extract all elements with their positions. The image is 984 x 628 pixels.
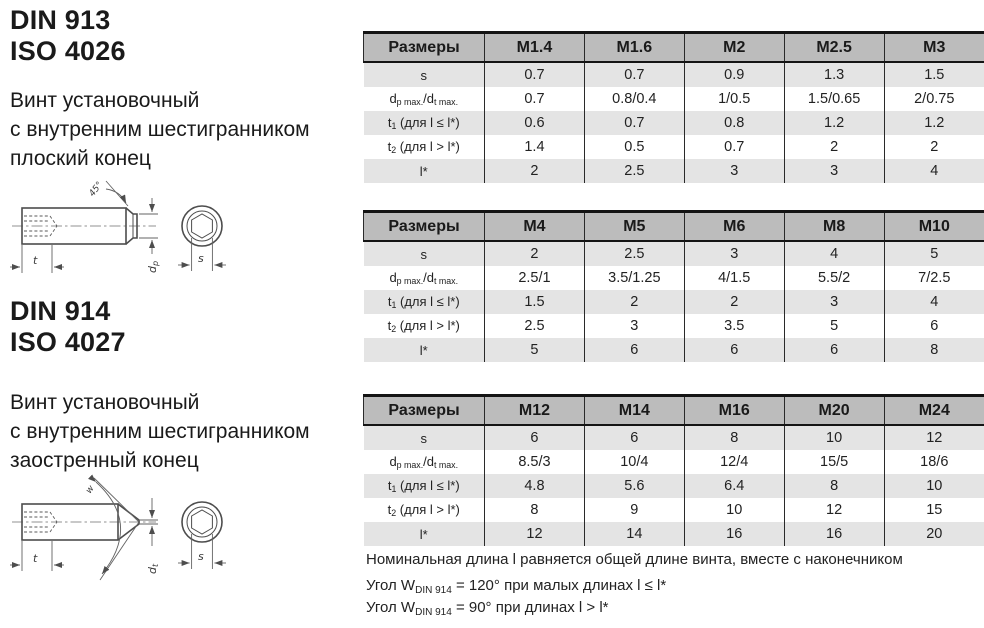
value-cell: 2.5/1 xyxy=(485,266,585,290)
value-cell: 18/6 xyxy=(884,450,984,474)
dim-label-t: t xyxy=(33,254,38,267)
value-cell: 6 xyxy=(684,338,784,362)
dim-label-s: s xyxy=(198,252,204,265)
cone-angle-annotation xyxy=(84,478,139,580)
value-cell: 10 xyxy=(784,425,884,450)
column-header: M1.6 xyxy=(584,33,684,63)
cone-point-screw-drawing xyxy=(6,472,246,590)
table-row xyxy=(364,241,984,266)
value-cell: 3 xyxy=(584,314,684,338)
table-row xyxy=(364,474,984,498)
value-cell: 10/4 xyxy=(584,450,684,474)
column-header: M16 xyxy=(684,396,784,426)
value-cell: 1.2 xyxy=(784,111,884,135)
dimension-table-2 xyxy=(363,210,984,362)
text-segment: t max. xyxy=(434,460,459,470)
table-header-row xyxy=(364,212,984,242)
value-cell: 2.5 xyxy=(485,314,585,338)
socket-depth-dimension xyxy=(10,245,64,273)
flat-point-screw-drawing xyxy=(6,176,246,288)
value-cell: 20 xyxy=(884,522,984,546)
text-segment: (для l > l*) xyxy=(396,139,460,154)
value-cell: 1.5 xyxy=(485,290,585,314)
value-cell: 1.3 xyxy=(784,62,884,87)
column-header: M8 xyxy=(784,212,884,242)
value-cell: 3.5 xyxy=(684,314,784,338)
text-segment: t xyxy=(387,139,392,154)
row-label xyxy=(364,498,485,522)
table-row xyxy=(364,87,984,111)
text-segment: t xyxy=(387,478,392,493)
value-cell: 3.5/1.25 xyxy=(584,266,684,290)
value-cell: 0.9 xyxy=(684,62,784,87)
column-header: M6 xyxy=(684,212,784,242)
table-row xyxy=(364,425,984,450)
text-segment: t max. xyxy=(434,97,459,107)
text-segment: /d xyxy=(423,270,435,285)
value-cell: 2.5 xyxy=(584,241,684,266)
row-label xyxy=(364,314,485,338)
value-cell: 3 xyxy=(684,241,784,266)
value-cell: 10 xyxy=(684,498,784,522)
value-cell: 6 xyxy=(784,338,884,362)
table-row xyxy=(364,290,984,314)
text-segment: 1 xyxy=(391,484,397,494)
text-segment: DIN 914 xyxy=(415,585,452,596)
description-line: Винт установочный xyxy=(10,391,200,414)
standard-code-iso: ISO 4026 xyxy=(10,36,126,66)
value-cell: 6 xyxy=(584,338,684,362)
text-segment: = 120° при малых длинах l ≤ l* xyxy=(451,577,667,594)
dimension-table-1 xyxy=(363,31,984,183)
value-cell: 2 xyxy=(485,159,585,183)
value-cell: 14 xyxy=(584,522,684,546)
row-label xyxy=(364,425,485,450)
value-cell: 2 xyxy=(684,290,784,314)
text-segment: (для l > l*) xyxy=(396,502,460,517)
text-segment: t xyxy=(387,318,392,333)
table-row xyxy=(364,62,984,87)
text-segment: t max. xyxy=(434,276,459,286)
value-cell: 12 xyxy=(784,498,884,522)
value-cell: 0.7 xyxy=(584,111,684,135)
description-line: с внутренним шестигранником xyxy=(10,420,310,443)
value-cell: 16 xyxy=(784,522,884,546)
value-cell: 1/0.5 xyxy=(684,87,784,111)
end-view xyxy=(178,206,226,271)
value-cell: 2 xyxy=(784,135,884,159)
text-segment: 2 xyxy=(391,324,397,334)
tip-diameter-dimension xyxy=(139,198,160,273)
row-label xyxy=(364,135,485,159)
text-segment: DIN 914 xyxy=(415,607,452,618)
text-segment: d xyxy=(389,91,397,106)
row-label xyxy=(364,159,485,183)
standard-code-din: DIN 913 xyxy=(10,5,111,35)
value-cell: 5.5/2 xyxy=(784,266,884,290)
text-segment: (для l ≤ l*) xyxy=(396,115,460,130)
text-segment: p max. xyxy=(396,97,424,107)
note-nominal-length xyxy=(366,551,903,568)
column-header: M3 xyxy=(884,33,984,63)
value-cell: 5 xyxy=(784,314,884,338)
column-header: M24 xyxy=(884,396,984,426)
standard-code-din: DIN 914 xyxy=(10,296,111,326)
description-line: Винт установочный xyxy=(10,89,200,112)
standard-heading-din913 xyxy=(10,5,126,67)
text-segment: Номинальная длина l равняется общей длине винта, вместе с наконечником xyxy=(366,551,903,568)
row-label xyxy=(364,450,485,474)
text-segment: s xyxy=(420,67,427,83)
value-cell: 1.2 xyxy=(884,111,984,135)
text-segment: t xyxy=(387,294,392,309)
table-row xyxy=(364,450,984,474)
hex-socket-outline xyxy=(192,510,213,534)
tip-diameter-dimension xyxy=(139,498,160,574)
value-cell: 0.8 xyxy=(684,111,784,135)
text-segment: l* xyxy=(419,163,428,179)
text-segment: l* xyxy=(419,342,428,358)
table-row xyxy=(364,338,984,362)
text-segment: d xyxy=(389,454,397,469)
value-cell: 8.5/3 xyxy=(485,450,585,474)
end-view xyxy=(178,502,226,569)
angle-w-label: w xyxy=(84,483,97,496)
text-segment: (для l ≤ l*) xyxy=(396,294,460,309)
table-row xyxy=(364,111,984,135)
value-cell: 0.7 xyxy=(485,62,585,87)
value-cell: 9 xyxy=(584,498,684,522)
text-segment: d xyxy=(389,270,397,285)
column-header: M2 xyxy=(684,33,784,63)
column-header: M5 xyxy=(584,212,684,242)
value-cell: 12/4 xyxy=(684,450,784,474)
value-cell: 0.7 xyxy=(684,135,784,159)
text-segment: (для l ≤ l*) xyxy=(396,478,460,493)
table-header-row xyxy=(364,396,984,426)
value-cell: 2 xyxy=(485,241,585,266)
value-cell: 12 xyxy=(884,425,984,450)
text-segment: p max. xyxy=(396,460,424,470)
column-header: M4 xyxy=(485,212,585,242)
angle-45-label: 45° xyxy=(87,180,106,199)
description-line: с внутренним шестигранником xyxy=(10,118,310,141)
hex-socket-outline xyxy=(192,214,213,238)
dim-label-s: s xyxy=(198,550,204,563)
text-segment: /d xyxy=(423,91,435,106)
text-segment: s xyxy=(420,430,427,446)
value-cell: 8 xyxy=(684,425,784,450)
value-cell: 15/5 xyxy=(784,450,884,474)
text-segment: Угол W xyxy=(366,577,416,594)
row-label xyxy=(364,522,485,546)
standard-heading-din914 xyxy=(10,296,126,358)
value-cell: 2.5 xyxy=(584,159,684,183)
text-segment: t xyxy=(387,502,392,517)
column-header: M14 xyxy=(584,396,684,426)
description-din913 xyxy=(10,86,310,173)
text-segment: /d xyxy=(423,454,435,469)
value-cell: 6 xyxy=(485,425,585,450)
text-segment: 1 xyxy=(391,121,397,131)
value-cell: 6 xyxy=(884,314,984,338)
standard-code-iso: ISO 4027 xyxy=(10,327,126,357)
text-segment: 2 xyxy=(391,508,397,518)
value-cell: 3 xyxy=(684,159,784,183)
row-label xyxy=(364,290,485,314)
value-cell: 12 xyxy=(485,522,585,546)
value-cell: 0.5 xyxy=(584,135,684,159)
value-cell: 10 xyxy=(884,474,984,498)
row-label xyxy=(364,62,485,87)
description-din914 xyxy=(10,388,310,475)
value-cell: 2 xyxy=(884,135,984,159)
value-cell: 16 xyxy=(684,522,784,546)
row-label xyxy=(364,241,485,266)
value-cell: 6.4 xyxy=(684,474,784,498)
value-cell: 4 xyxy=(884,159,984,183)
column-header: M1.4 xyxy=(485,33,585,63)
text-segment: t xyxy=(387,115,392,130)
dim-label-t: t xyxy=(33,552,38,565)
value-cell: 5 xyxy=(884,241,984,266)
dim-label-dt: dt xyxy=(146,563,160,574)
table-row xyxy=(364,135,984,159)
value-cell: 2/0.75 xyxy=(884,87,984,111)
value-cell: 8 xyxy=(485,498,585,522)
value-cell: 1.5/0.65 xyxy=(784,87,884,111)
text-segment: p max. xyxy=(396,276,424,286)
value-cell: 4 xyxy=(884,290,984,314)
row-label xyxy=(364,111,485,135)
text-segment: 1 xyxy=(391,300,397,310)
value-cell: 6 xyxy=(584,425,684,450)
description-line: заостренный конец xyxy=(10,449,199,472)
text-segment: Угол W xyxy=(366,599,416,616)
value-cell: 3 xyxy=(784,159,884,183)
text-segment: s xyxy=(420,246,427,262)
value-cell: 4.8 xyxy=(485,474,585,498)
row-label xyxy=(364,87,485,111)
table-row xyxy=(364,522,984,546)
value-cell: 5.6 xyxy=(584,474,684,498)
column-header: M20 xyxy=(784,396,884,426)
value-cell: 5 xyxy=(485,338,585,362)
value-cell: 15 xyxy=(884,498,984,522)
value-cell: 4 xyxy=(784,241,884,266)
column-header: Размеры xyxy=(364,212,485,242)
value-cell: 8 xyxy=(784,474,884,498)
note-angle-90 xyxy=(366,599,609,618)
text-segment: (для l > l*) xyxy=(396,318,460,333)
dim-label-dp: dp xyxy=(146,260,160,273)
value-cell: 2 xyxy=(584,290,684,314)
table-row xyxy=(364,314,984,338)
dimension-table-3 xyxy=(363,394,984,546)
table-row xyxy=(364,266,984,290)
value-cell: 0.8/0.4 xyxy=(584,87,684,111)
value-cell: 1.5 xyxy=(884,62,984,87)
value-cell: 0.7 xyxy=(584,62,684,87)
column-header: Размеры xyxy=(364,396,485,426)
column-header: M10 xyxy=(884,212,984,242)
column-header: Размеры xyxy=(364,33,485,63)
column-header: M12 xyxy=(485,396,585,426)
row-label xyxy=(364,338,485,362)
row-label xyxy=(364,266,485,290)
text-segment: l* xyxy=(419,526,428,542)
row-label xyxy=(364,474,485,498)
description-line: плоский конец xyxy=(10,147,151,170)
text-segment: 2 xyxy=(391,145,397,155)
table-row xyxy=(364,159,984,183)
note-angle-120 xyxy=(366,577,666,596)
table-row xyxy=(364,498,984,522)
value-cell: 8 xyxy=(884,338,984,362)
value-cell: 0.6 xyxy=(485,111,585,135)
table-header-row xyxy=(364,33,984,63)
text-segment: = 90° при длинах l > l* xyxy=(451,599,609,616)
column-header: M2.5 xyxy=(784,33,884,63)
value-cell: 7/2.5 xyxy=(884,266,984,290)
chamfer-angle-annotation xyxy=(87,180,128,206)
value-cell: 1.4 xyxy=(485,135,585,159)
socket-depth-dimension xyxy=(10,541,64,571)
value-cell: 3 xyxy=(784,290,884,314)
value-cell: 0.7 xyxy=(485,87,585,111)
value-cell: 4/1.5 xyxy=(684,266,784,290)
